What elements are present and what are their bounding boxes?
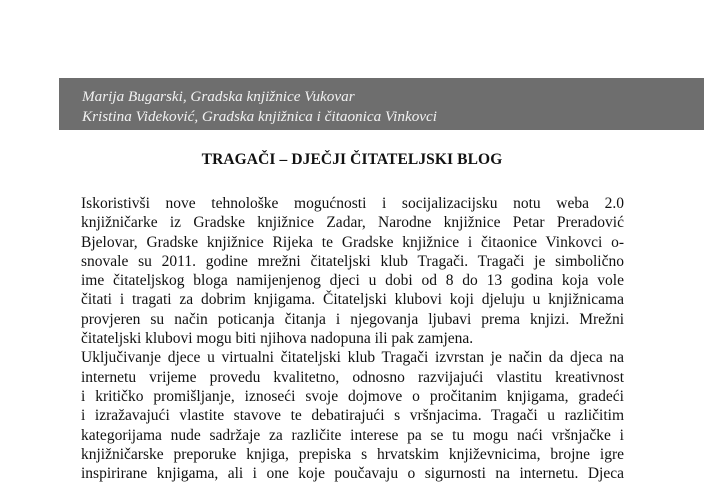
body-line: čitateljski klubovi mogu biti njihova nadopuna ili pak zamjena. — [81, 330, 474, 348]
article-title: TRAGAČI – DJEČJI ČITATELJSKI BLOG — [201, 151, 503, 168]
body-line: knjižničarke iz Gradske knjižnice Zadar, Narodne knjižnice Petar Preradović — [81, 214, 624, 232]
author-line-1: Marija Bugarski, Gradska knjižnice Vukovar — [82, 88, 355, 105]
author-band — [59, 78, 704, 130]
body-line: kategorijama nude sadržaje za različite interese pa se tu mogu naći vršnjačke i — [81, 426, 624, 444]
body-line: i izražavajući vlastite stavove te debatirajući s vršnjacima. Tragači u različitim — [81, 407, 624, 425]
body-line: ime čitateljskog bloga namijenjenog djeci u dobi od 8 do 13 godina koja vole — [81, 272, 624, 290]
article-body — [81, 194, 624, 483]
body-line: knjižničarske preporuke knjiga, prepiska s hrvatskim književnicima, brojne igre — [81, 445, 624, 463]
body-line: i kritičko promišljanje, iznoseći svoje dojmove o pročitanim knjigama, gradeći — [81, 387, 624, 405]
body-line: Iskoristivši nove tehnološke mogućnosti i socijalizacijsku notu weba 2.0 — [81, 195, 624, 212]
body-line: Uključivanje djece u virtualni čitateljski klub Tragači izvrstan je način da djeca na — [81, 349, 624, 367]
author-line-2: Kristina Videković, Gradska knjižnica i čitaonica Vinkovci — [82, 108, 437, 125]
body-line: internetu vrijeme provedu kvalitetno, odnosno razvijajući vlastitu kreativnost — [81, 368, 624, 386]
body-line: snovale su 2011. godine mrežni čitateljski klub Tragači. Tragači je simbolično — [81, 252, 624, 270]
body-line: Bjelovar, Gradske knjižnice Rijeka te Gradske knjižnice i čitaonice Vinkovci o- — [81, 233, 624, 251]
body-line: inspirirane knjigama, ali i one koje poučavaju o sigurnosti na internetu. Djeca — [81, 465, 624, 483]
body-line: čitati i tragati za dobrim knjigama. Čitateljski klubovi koji djeluju u knjižnicama — [81, 291, 624, 309]
body-line: provjeren su način poticanja čitanja i njegovanja ljubavi prema knjizi. Mrežni — [81, 310, 624, 328]
